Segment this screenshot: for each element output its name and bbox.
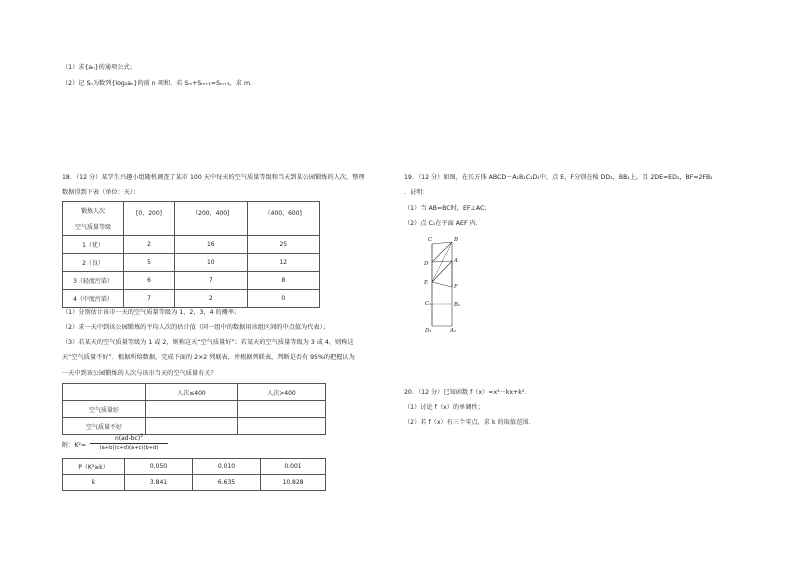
contingency-table [62, 383, 326, 435]
p18-sub-1: （1）分别估计该市一天的空气质量等级为 1，2，3，4 的概率； [62, 309, 241, 316]
table-cell: 10 [175, 254, 247, 272]
label-C: C [428, 237, 433, 243]
p19-line-2: ．证明： [404, 189, 429, 196]
table-cell: 0 [247, 290, 319, 308]
p20-sub-2: （2）若 f（x）有三个零点，求 k 的取值范围． [404, 419, 535, 426]
row-label: 2（良） [63, 254, 124, 272]
table-cell: 7 [124, 290, 175, 308]
formula-numerator: n(ad-bc) [114, 435, 141, 442]
cuboid-figure [420, 232, 490, 336]
p19-sub-2: （2）点 C₁在平面 AEF 内． [404, 220, 482, 227]
table-cell: 2 [124, 236, 175, 254]
p19-line-1: 19．（12 分）如图，在长方体 ABCD－A₁B₁C₁D₁中，点 E，F分别在棱 DD₁，BB₁上，且 2DE=ED₁，BF=2FB₁ [404, 174, 713, 181]
p18-intro-line-2: 数据得到下表（单位：天）： [62, 189, 140, 196]
p18-sub-2: （2）求一天中到该公园锻炼的平均人次的估计值（同一组中的数据用该组区间的中点值为代表）； [62, 324, 329, 331]
table-row [63, 290, 320, 308]
row-label: 3（轻度污染） [63, 272, 124, 290]
table-cell: 12 [247, 254, 319, 272]
table-row [63, 418, 326, 435]
table-corner-cell [63, 202, 124, 236]
contingency-row-label: 空气质量好 [63, 401, 146, 418]
label-D: D [424, 261, 429, 267]
table-cell: 25 [247, 236, 319, 254]
top-question-1: （1）求{aₙ}的通项公式； [62, 64, 136, 71]
table-row [63, 401, 326, 418]
col-header: [0，200] [124, 202, 175, 236]
p18-sub-3-line-3: 一天中到该公园锻炼的人次与该市当天的空气质量有关？ [62, 370, 217, 377]
crit-row-label: P（K²≥k） [63, 459, 125, 475]
crit-row-label: k [63, 475, 125, 491]
contingency-col-header: 人次>400 [238, 384, 326, 401]
table-cell: 8 [247, 272, 319, 290]
label-D1: D₁ [425, 328, 432, 334]
p18-intro-line-1: 18．（12 分）某学生兴趣小组随机调查了某市 100 天中每天的空气质量等级和当天到某公园锻炼的人次，整理 [62, 174, 365, 181]
table-cell: 6 [124, 272, 175, 290]
table-cell: 2 [175, 290, 247, 308]
row-label: 1（优） [63, 236, 124, 254]
formula-fraction [90, 434, 168, 451]
table-cell: 5 [124, 254, 175, 272]
label-B1: B₁ [454, 302, 461, 308]
table-row [63, 236, 320, 254]
table-cell: 6.635 [193, 475, 261, 491]
table-row [63, 459, 326, 475]
corner-top-label: 锻炼人次 [80, 208, 105, 215]
label-A: A [454, 258, 458, 264]
contingency-row-label: 空气质量不好 [63, 418, 146, 435]
formula-denominator: (a+b)(c+d)(a+c)(b+d) [99, 445, 159, 451]
table-cell: 0.010 [193, 459, 261, 475]
top-question-2: （2）记 Sₙ为数列{log₂aₙ}的前 n 项和．若 Sₘ+Sₘ₊₁=Sₘ₊₃，求 m． [62, 80, 257, 87]
p20-line-1: 20．（12 分）已知函数 f（x）=x³－kx+k²． [404, 389, 531, 396]
air-quality-table [62, 201, 320, 308]
p20-sub-1: （1）讨论 f（x）的单调性； [404, 404, 484, 411]
label-F: F [454, 284, 458, 290]
table-cell: 10.828 [261, 475, 326, 491]
col-header: （400，600] [247, 202, 319, 236]
corner-bottom-label: 空气质量等级 [74, 224, 111, 231]
table-cell: 3.841 [125, 475, 193, 491]
label-A1: A₁ [450, 328, 457, 334]
table-cell: 0.001 [261, 459, 326, 475]
formula-exponent: 2 [140, 434, 144, 439]
critical-value-table [62, 458, 326, 491]
contingency-col-header: 人次≤400 [146, 384, 238, 401]
table-cell: 16 [175, 236, 247, 254]
col-header: （200，400] [175, 202, 247, 236]
fraction-bar [90, 443, 168, 444]
p19-sub-1: （1）当 AB=BC时，EF⊥AC； [404, 205, 491, 212]
label-C1: C₁ [425, 301, 432, 307]
formula-prefix: 附：K²= [62, 442, 87, 449]
table-row [63, 254, 320, 272]
table-cell: 7 [175, 272, 247, 290]
label-E: E [424, 280, 429, 286]
table-cell: 0.050 [125, 459, 193, 475]
p18-sub-3-line-1: （3）若某天的空气质量等级为 1 或 2，则称这天“空气质量好”；若某天的空气质量等级为 3 或 4，则称这 [62, 339, 354, 346]
row-label: 4（中度污染） [63, 290, 124, 308]
label-B: B [454, 237, 459, 243]
p18-sub-3-line-2: 天“空气质量不好”．根据所给数据，完成下面的 2×2 列联表，并根据列联表，判断是否有 95%的把握认为 [62, 354, 355, 361]
table-row [63, 272, 320, 290]
table-row [63, 475, 326, 491]
